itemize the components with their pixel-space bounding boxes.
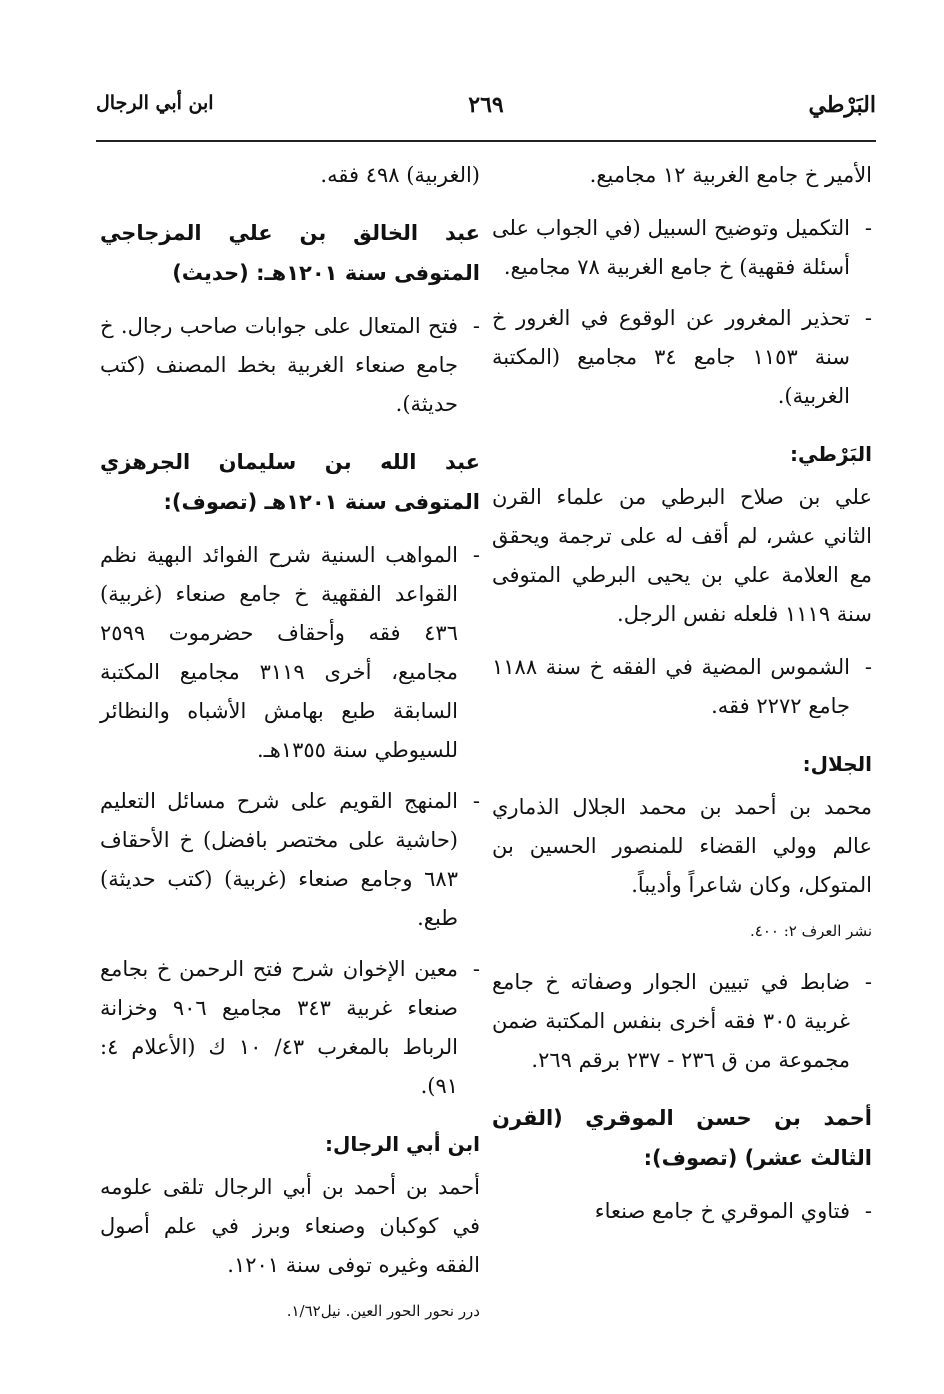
list-item-text: فتاوي الموقري خ جامع صنعاء [594,1199,850,1223]
entry-heading: عبد الخالق بن علي المزجاجي المتوفى سنة ١٢٠١هـ: (حديث) [100,221,480,285]
continuation-line: الأمير خ جامع الغربية ١٢ مجاميع. [589,163,872,187]
list-item: - فتاوي الموقري خ جامع صنعاء [594,1199,872,1223]
page-number: ٢٦٩ [468,92,504,118]
list-item-text: فتح المتعال على جوابات صاحب رجال. خ جامع صنعاء الغربية بخط المصنف (كتب حديثة). [100,314,458,416]
list-item-text: ضابط في تبيين الجوار وصفاته خ جامع غربية ٣٠٥ فقه أخرى بنفس المكتبة ضمن مجموعة من ق ٢٣٦ - ٢٣٧ برقم ٢٦٩. [492,970,851,1072]
entry-paragraph: علي بن صلاح البرطي من علماء القرن الثاني عشر، لم أقف له على ترجمة ويحقق مع العلامة علي بن يحيى البرطي المتوفى سنة ١١١٩ فلعله نفس الرجل. [492,485,872,626]
header-section-name: البَرْطي [808,92,876,118]
list-item: - التكميل وتوضيح السبيل (في الجواب على أسئلة فقهية) خ جامع الغربية ٧٨ مجاميع. [492,216,872,279]
entry-heading: عبد الله بن سليمان الجرهزي المتوفى سنة ١٢٠١هـ (تصوف): [100,450,480,514]
header-rule [96,140,876,142]
source-note: نشر العرف ٢: ٤٠٠. [749,922,872,940]
list-item: - فتح المتعال على جوابات صاحب رجال. خ جامع صنعاء الغربية بخط المصنف (كتب حديثة). [100,314,480,416]
right-column [492,156,872,1243]
list-item-text: تحذير المغرور عن الوقوع في الغرور خ سنة ١١٥٣ جامع ٣٤ مجاميع (المكتبة الغربية). [492,306,850,408]
list-item: - المنهج القويم على شرح مسائل التعليم (حاشية على مختصر بافضل) خ الأحقاف ٦٨٣ وجامع صنعاء (غربية) (كتب حديثة) طبع. [100,789,480,930]
entry-name: البَرْطي: [789,442,872,466]
entry-paragraph: محمد بن أحمد بن محمد الجلال الذماري عالم وولي القضاء للمنصور الحسين بن المتوكل، وكان شاعراً وأديباً. [492,795,872,897]
entry-heading: أحمد بن حسن الموقري (القرن الثالث عشر) (تصوف): [492,1106,872,1170]
entry-name: الجلال: [802,752,872,776]
running-header [96,92,876,132]
list-item: - معين الإخوان شرح فتح الرحمن خ بجامع صنعاء غربية ٣٤٣ مجاميع ٩٠٦ وخزانة الرباط بالمغرب ٤٣/ ١٠ ك (الأعلام ٤: ٩١). [100,957,480,1098]
list-item: - تحذير المغرور عن الوقوع في الغرور خ سنة ١١٥٣ جامع ٣٤ مجاميع (المكتبة الغربية). [492,306,872,408]
list-item-text: المنهج القويم على شرح مسائل التعليم (حاشية على مختصر بافضل) خ الأحقاف ٦٨٣ وجامع صنعاء (غربية) (كتب حديثة) طبع. [100,789,458,930]
entry-name: ابن أبي الرجال: [325,1132,480,1156]
list-item-text: التكميل وتوضيح السبيل (في الجواب على أسئلة فقهية) خ جامع الغربية ٧٨ مجاميع. [492,216,850,279]
entry-paragraph: أحمد بن أحمد بن أبي الرجال تلقى علومه في كوكبان وصنعاء وبرز في علم أصول الفقه وغيره توفى سنة ١٢٠١. [100,1175,480,1277]
header-entry-name: ابن أبي الرجال [96,92,214,114]
list-item-text: المواهب السنية شرح الفوائد البهية نظم القواعد الفقهية خ جامع صنعاء (غربية) ٤٣٦ فقه وأحقاف حضرموت ٢٥٩٩ مجاميع، أخرى ٣١١٩ مجاميع المكتبة السابقة طبع بهامش الأشباه والنظائر للسيوطي سنة ١٣٥٥هـ. [100,543,458,762]
source-note: درر نحور الحور العين. نيل١/٦٢. [286,1302,480,1320]
continuation-line: (الغربية) ٤٩٨ فقه. [320,163,480,187]
list-item: - الشموس المضية في الفقه خ سنة ١١٨٨ جامع ٢٢٧٢ فقه. [492,655,872,718]
list-item: - ضابط في تبيين الجوار وصفاته خ جامع غربية ٣٠٥ فقه أخرى بنفس المكتبة ضمن مجموعة من ق ٢٣٦ - ٢٣٧ برقم ٢٦٩. [492,970,872,1072]
left-column [100,156,480,1343]
list-item: - المواهب السنية شرح الفوائد البهية نظم القواعد الفقهية خ جامع صنعاء (غربية) ٤٣٦ فقه وأحقاف حضرموت ٢٥٩٩ مجاميع، أخرى ٣١١٩ مجاميع المكتبة السابقة طبع بهامش الأشباه والنظائر للسيوطي سنة ١٣٥٥هـ. [100,543,480,762]
list-item-text: الشموس المضية في الفقه خ سنة ١١٨٨ جامع ٢٢٧٢ فقه. [492,655,850,718]
list-item-text: معين الإخوان شرح فتح الرحمن خ بجامع صنعاء غربية ٣٤٣ مجاميع ٩٠٦ وخزانة الرباط بالمغرب ٤٣/ ١٠ ك (الأعلام ٤: ٩١). [100,957,458,1098]
